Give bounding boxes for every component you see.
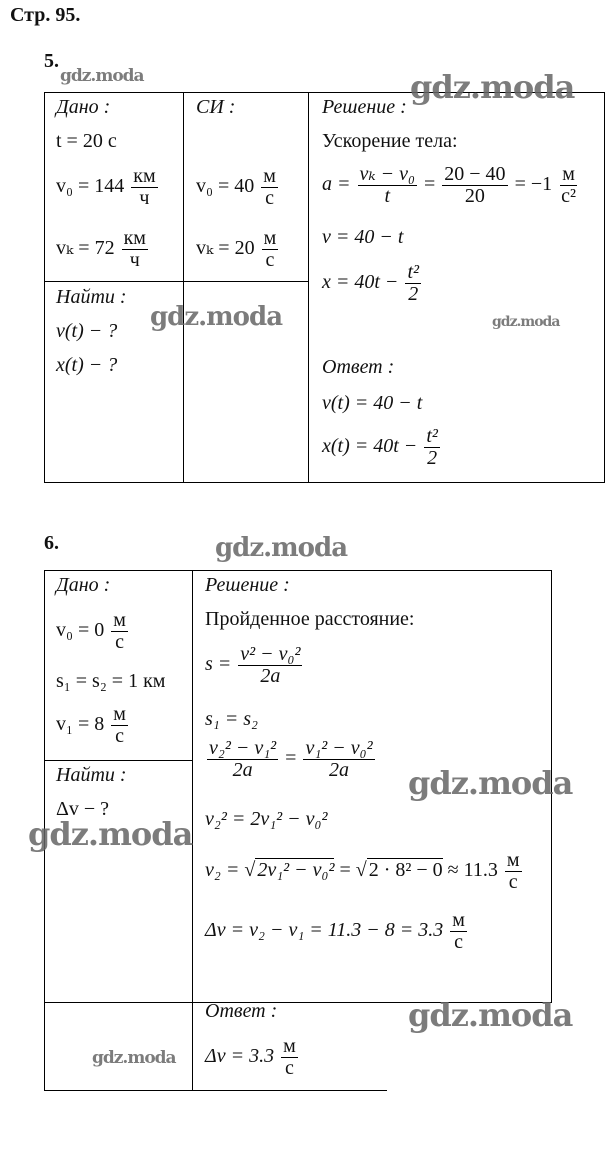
watermark: gdz.moda	[92, 1048, 176, 1068]
p5-a-frac2: $\frac{20 - 40}{20}$	[444, 163, 506, 207]
p6-answer-text: Δv = 3.3	[205, 1045, 275, 1068]
p5-reshenie-header: Решение :	[322, 96, 407, 118]
p6-reshenie-header: Решение :	[205, 574, 290, 596]
p6-given-v0	[56, 610, 130, 653]
p5-x-left: x = 40t −	[322, 271, 399, 294]
p6-v2-squared: v₂² = 2v₁² − v₀²	[205, 808, 328, 830]
p6-given-s: s₁ = s₂ = 1 км	[56, 670, 166, 692]
p5-x-eq	[322, 262, 423, 305]
problem-5-number: 5.	[44, 50, 59, 72]
p6-bottom-extension	[44, 1090, 387, 1091]
p5-si-vk	[196, 228, 280, 271]
p5-otvet-header: Ответ :	[322, 356, 395, 378]
page-title: Стр. 95.	[10, 4, 81, 26]
sqrt-icon: √	[244, 859, 256, 882]
p6-v0-unit: $\frac{м}{с}$	[113, 609, 126, 653]
p5-vk-text: vₖ = 72	[56, 237, 115, 260]
watermark: gdz.moda	[408, 764, 573, 802]
sqrt-icon: √	[355, 859, 367, 882]
p5-find-x: x(t) − ?	[56, 354, 118, 376]
p5-divider-1	[183, 92, 184, 483]
p6-dv-text: Δv = v₂ − v₁ = 11.3 − 8 = 3.3	[205, 919, 444, 942]
p5-accel-label: Ускорение тела:	[322, 130, 458, 152]
p6-v2-calc	[205, 850, 524, 893]
p5-divider-h	[44, 281, 309, 282]
p5-find-v: v(t) − ?	[56, 320, 118, 342]
p5-v0-unit: $\frac{км}{ч}$	[133, 165, 156, 209]
p5-dano-header: Дано :	[56, 96, 111, 118]
p6-naiti-header: Найти :	[56, 764, 127, 786]
p5-given-vk	[56, 228, 150, 271]
p5-x-frac: $\frac{\text{t²}}{2}$	[407, 261, 419, 305]
p6-v2-result: ≈ 11.3	[447, 859, 498, 882]
watermark: gdz.moda	[60, 66, 144, 86]
p6-v0-text: v₀ = 0	[56, 619, 105, 642]
p6-dano-header: Дано :	[56, 574, 111, 596]
p5-a-unit: $\frac{м}{\text{с²}}$	[561, 163, 576, 207]
p5-si-vk-text: vₖ = 20	[196, 237, 255, 260]
p5-v-eq: v = 40 − t	[322, 226, 404, 248]
watermark: gdz.moda	[410, 68, 575, 106]
p5-si-header: СИ :	[196, 96, 236, 118]
p5-a-eq: =	[424, 173, 436, 196]
p5-si-vk-unit: $\frac{м}{с}$	[263, 227, 277, 271]
p6-eq-frac1: $\frac{\text{v₂² − v₁²}}{2a}$	[209, 737, 277, 781]
p6-s-frac: $\frac{\text{v² − v₀²}}{2a}$	[240, 643, 301, 687]
p6-left-extension	[44, 1002, 45, 1090]
watermark: gdz.moda	[215, 533, 348, 563]
p5-divider-2	[308, 92, 309, 483]
p5-v0-text: v₀ = 144	[56, 175, 125, 198]
p6-eq-frac2: $\frac{\text{v₁² − v₀²}}{2a}$	[305, 737, 373, 781]
p6-v1-unit: $\frac{м}{с}$	[113, 703, 126, 747]
p6-v2-mid: =	[339, 859, 351, 882]
p5-answer-v: v(t) = 40 − t	[322, 392, 423, 414]
p6-s-formula	[205, 644, 304, 687]
p6-dv-calc	[205, 910, 469, 953]
watermark: gdz.moda	[28, 815, 193, 853]
p6-find-dv: Δv − ?	[56, 798, 110, 820]
p6-s-equal: s₁ = s₂	[205, 708, 258, 730]
p6-v2-sqrt1: 2v₁² − v₀²	[257, 859, 335, 882]
p5-naiti-header: Найти :	[56, 286, 127, 308]
p6-otvet-header: Ответ :	[205, 1000, 278, 1022]
p5-accel-formula	[322, 164, 580, 207]
p6-dv-unit: $\frac{м}{с}$	[452, 909, 465, 953]
p6-s-left: s =	[205, 653, 232, 676]
p5-ans-x-frac: $\frac{\text{t²}}{2}$	[426, 425, 438, 469]
p5-a-frac: $\frac{\text{vₖ − v₀}}{t}$	[359, 163, 415, 207]
p6-divider-h	[44, 760, 193, 761]
p5-given-t: t = 20 c	[56, 130, 117, 152]
p6-answer	[205, 1036, 300, 1079]
p5-si-v0	[196, 166, 280, 209]
problem-6-number: 6.	[44, 532, 59, 554]
p5-answer-x	[322, 426, 442, 469]
p5-a-result: = −1	[514, 173, 553, 196]
p5-ans-x-left: x(t) = 40t −	[322, 435, 418, 458]
p5-si-v0-text: v₀ = 40	[196, 175, 255, 198]
p6-v2-sqrt2: 2 · 8² − 0	[368, 859, 443, 882]
p6-v1-text: v₁ = 8	[56, 713, 105, 736]
p5-given-v0	[56, 166, 160, 209]
p6-given-v1	[56, 704, 130, 747]
p5-vk-unit: $\frac{км}{ч}$	[123, 227, 146, 271]
p6-equation	[205, 738, 377, 781]
p6-eq-mid: =	[285, 747, 297, 770]
p5-si-v0-unit: $\frac{м}{с}$	[263, 165, 276, 209]
watermark: gdz.moda	[492, 314, 560, 330]
p6-dist-label: Пройденное расстояние:	[205, 608, 415, 630]
p6-v2-unit: $\frac{м}{с}$	[506, 849, 520, 893]
watermark: gdz.moda	[150, 302, 283, 332]
p5-a-left: a =	[322, 173, 351, 196]
watermark: gdz.moda	[408, 996, 573, 1034]
p6-v2-left: v₂ =	[205, 859, 240, 882]
p6-answer-unit: $\frac{м}{с}$	[283, 1035, 296, 1079]
